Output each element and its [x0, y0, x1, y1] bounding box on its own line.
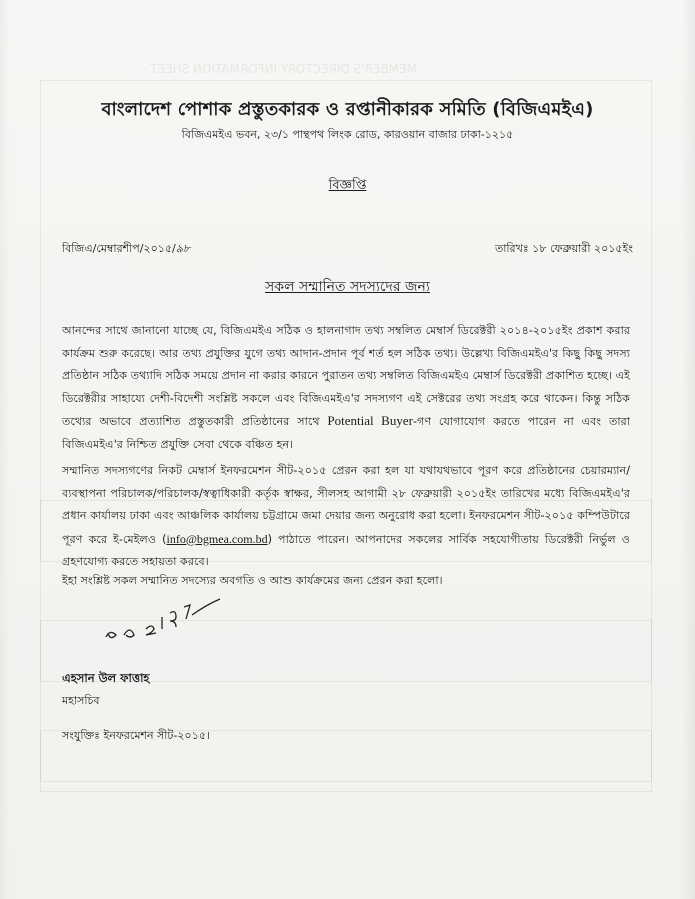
organization-address: বিজিএমইএ ভবন, ২৩/১ পান্থপথ লিংক রোড, কারওয়ান বাজার ঢাকা-১২১৫: [181, 128, 514, 141]
organization-name: বাংলাদেশ পোশাক প্রস্তুতকারক ও রপ্তানীকারক সমিতি (বিজিএমইএ): [101, 99, 594, 120]
bleed-through-text: MEMBER'S DIRECTORY INFORMATION SHEET: [150, 62, 417, 76]
email-link[interactable]: info@bgmea.com.bd: [166, 531, 268, 546]
notice-date: তারিখঃ ১৮ ফেব্রুয়ারী ২০১৫ইং: [494, 242, 633, 255]
signer-name: এহসান উল ফাত্তাহ: [62, 671, 150, 685]
paragraph-1-latin: Potential Buyer: [327, 413, 413, 428]
paragraph-1: [62, 320, 630, 456]
attachment-note: সংযুক্তিঃ ইনফরমেশন সীট-২০১৫।: [62, 729, 210, 742]
paragraph-2-text: সম্মানিত সদস্যগণের নিকট মেম্বার্স ইনফরমেশন সীট-২০১৫ প্রেরন করা হল যা যথাযথভাবে পূরণ করে প্রতিষ্ঠানের চেয়ারম্যান/ব্যবস্থাপনা পরিচালক/পরিচালক/স্বত্বাধিকারী কর্তৃক স্বাক্ষর, সীলসহ আগামী ২৮ ফেব্রুয়ারী ২০১৫ইং তারিখের মধ্যে বিজিএমইএ'র প্রধান কার্যালয় ঢাকা এবং আঞ্চলিক কার্যালয় চট্টগ্রামে জমা দেয়ার জন্য অনুরোধ করা হলো। ইনফরমেশন সীট-২০১৫ কম্পিউটারে পূরণ করে ই-মেইলও (: [62, 464, 630, 546]
paragraph-2: [62, 460, 630, 574]
paragraph-1-text-end: -গণ যোগাযোগ করতে পারেন না এবং তারা বিজিএমইএ'র নিশ্চিত প্রযুক্তি সেবা থেকে বঞ্চিত হন।: [62, 415, 630, 451]
paragraph-1-text: আনন্দের সাথে জানানো যাচ্ছে যে, বিজিএমইএ সঠিক ও হালনাগাদ তথ্য সম্বলিত মেম্বার্স ডিরেক্টরী ২০১৪-২০১৫ইং প্রকাশ করার কার্যক্রম শুরু করেছে। আর তথ্য প্রযুক্তির যুগে তথ্য আদান-প্রদান পূর্ব শর্ত হল সঠিক তথ্য। উল্লেখ্য বিজিএমইএ'র কিছু কিছু সদস্য প্রতিষ্ঠান সঠিক তথ্যাদি সঠিক সময়ে প্রদান না করার কারনে পুরাতন তথ্য সম্বলিত বিজিএমইএ মেম্বার্স ডিরেক্টরী প্রকাশিত হচ্ছে। এই ডিরেক্টরীর সাহায্যে দেশী-বিদেশী সংশ্লিষ্ট সকলে এবং বিজিএমইএ'র সদস্যগণ এই সেক্টরের তথ্য সংগ্রহ করে থাকেন। কিন্তু সঠিক তথ্যের অভাবে প্রত্যাশিত প্রস্তুতকারী প্রতিষ্ঠানের সাথে: [62, 324, 630, 428]
reference-prefix: বিজিএ/মেম্বারশীপ/২০১৫/: [62, 242, 176, 255]
paragraph-3: ইহা সংশ্লিষ্ট সকল সম্মানিত সদস্যের অবগতি ও আশু কার্যক্রমের জন্য প্রেরন করা হলো।: [62, 574, 443, 587]
subject-heading: সকল সম্মানিত সদস্যদের জন্য: [265, 279, 430, 295]
handwritten-signature: [92, 585, 232, 655]
signer-title: মহাসচিব: [62, 694, 100, 707]
reference-number: [62, 240, 190, 259]
reference-handwritten: ৯৮: [175, 242, 191, 255]
notice-heading: বিজ্ঞপ্তি: [328, 178, 367, 193]
paragraph-2-text-end: ) পাঠাতে পারেন। আপনাদের সকলের সার্বিক সহযোগীতায় ডিরেক্টরী নির্ভুল ও গ্রহণযোগ্য করতে সহায়তা করবে।: [62, 532, 630, 568]
